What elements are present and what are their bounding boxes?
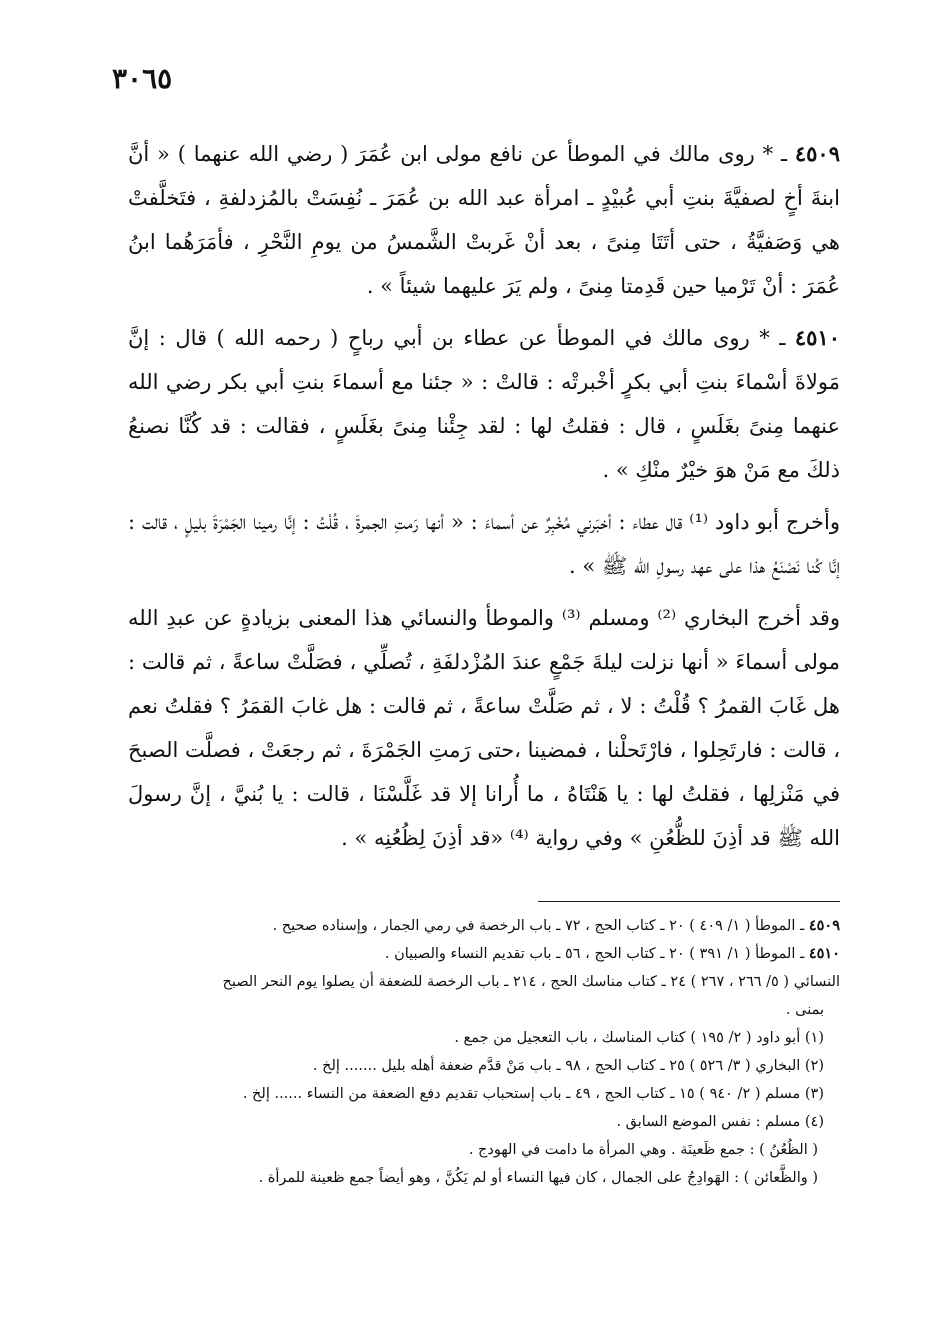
hadith-number: ٤٥١٠ [794, 325, 840, 350]
gloss-zaain [128, 1164, 840, 1192]
footnote-text: النسائي ( ٥/ ٢٦٦ ، ٢٦٧ ) ٢٤ ـ كتاب مناسك الحج ، ٢١٤ ـ باب الرخصة للضعفة أن يصلوا يوم النحر الصبح [222, 974, 840, 990]
paragraph-text: وقد أخرج البخاري ⁽²⁾ ومسلم ⁽³⁾ والموطأ والنسائي هذا المعنى بزيادةٍ عن عبدِ الله مولى أسماءَ « أنها نزلت ليلةَ جَمْعٍ عندَ المُزْدلفَةِ ، تُصلِّي ، فصَلَّتْ ساعةً ، ثم قالت : هل غَابَ القمرُ ؟ قُلْتُ : لا ، ثم صَلَّتْ ساعةً ، ثم قالت : هل غابَ القمَرُ ؟ فقلتُ نعم ، قالت : فارتَحِلوا ، فارْتَحلْنا ، فمضينا ،حتى رَمتِ الجَمْرَةَ ، ثم رجعَتْ ، فصلَّت الصبحَ في مَنْزلِها ، فقلتُ لها : يا هَنْتَاهُ ، ما أُرانا إلا قد غَلَّسْنَا ، قالت : يا بُنيَّ ، إنَّ رسولَ الله ﷺ قد أذِنَ للظُّعُنِ » وفي رواية ⁽⁴⁾ «قد أذِنَ لِظُعُنِه » . [128, 606, 840, 850]
hadith-4510 [128, 316, 840, 492]
footnote-3 [128, 1080, 840, 1108]
abu-dawud-paragraph [128, 500, 840, 588]
footnote-text: (١) أبو داود ( ٢/ ١٩٥ ) كتاب المناسك ، باب التعجيل من جمع . [454, 1030, 824, 1046]
footnote-2 [128, 1052, 840, 1080]
footnote-number: ٤٥١٠ [808, 945, 840, 962]
footnote-text: ـ الموطأ ( ١/ ٤٠٩ ) ٢٠ ـ كتاب الحج ، ٧٢ ـ باب الرخصة في رمي الجمار ، وإسناده صحيح . [272, 918, 809, 934]
footnote-text: (٣) مسلم ( ٢/ ٩٤٠ ) ١٥ ـ كتاب الحج ، ٤٩ ـ باب إستحباب تقديم دفع الضعفة من النساء ...... إلخ . [242, 1086, 824, 1102]
footnote-text: ـ الموطأ ( ١/ ٣٩١ ) ٢٠ ـ كتاب الحج ، ٥٦ ـ باب تقديم النساء والصبيان . [384, 946, 809, 962]
hadith-4509 [128, 132, 840, 308]
hadith-text: ـ * روى مالك في الموطأ عن نافع مولى ابن عُمَرَ ( رضي الله عنهما ) « أنَّ ابنةَ أخٍ لصفيَّةَ بنتِ أبي عُبيْدٍ ـ امرأة عبد الله بن عُمَرَ ـ نُفِسَتْ بالمُزدلفةِ ، فتَخلَّفتْ هي وَصَفيَّةُ ، حتى أتَتَا مِنىً ، بعد أنْ غَربتْ الشَّمسُ من يومِ النَّحْرِ ، فأمَرَهُما ابنُ عُمَرَ : أنْ تَرْميا حين قَدِمتا مِنىً ، ولم يَرَ عليهما شيئاً » . [128, 142, 840, 298]
hadith-number: ٤٥٠٩ [794, 141, 840, 166]
footnote-text: ( الظُعُنُ ) : جمع ظَعينَة . وهي المرأة ما دامت في الهودج . [468, 1142, 818, 1158]
paragraph-text: وأخرج أبو داود ⁽¹⁾ قال عطاء : أخبَرني مُخْبِرٌ عن أسماءَ : « أنها رَمتِ الجمرةَ ، قُلْتُ : إنَّا رمينا الجَمْرَةَ بليلٍ ، قالت : إنَّا كُنا نَصْنَعُ هذا على عهد رسولِ الله ﷺ » . [128, 510, 840, 578]
footnote-divider [538, 901, 840, 902]
footnote-4510 [128, 940, 840, 968]
footnote-text: بمنى . [785, 1002, 824, 1018]
footnote-4 [128, 1108, 840, 1136]
hadith-text: ـ * روى مالك في الموطأ عن عطاء بن أبي رباحٍ ( رحمه الله ) قال : إنَّ مَولاةَ أسْماءَ بنتِ أبي بكرٍ أخْبرتْه : قالتْ : « جئنا مع أسماءَ بنتِ أبي بكر رضي الله عنهما مِنىً بغَلَسٍ ، قال : فقلتُ لها : لقد جِئْنا مِنىً بغَلَسٍ ، فقالت : قد كُنَّا نصنعُ ذلكَ مع مَنْ هوَ خيْرٌ منْكِ » . [128, 326, 840, 482]
main-text [128, 132, 840, 868]
footnote-text: (٢) البخاري ( ٣/ ٥٢٦ ) ٢٥ ـ كتاب الحج ، ٩٨ ـ باب مَنْ قدَّم ضعفة أهله بليل ....... إلخ . [312, 1058, 824, 1074]
footnote-number: ٤٥٠٩ [808, 917, 840, 934]
footnote-4509 [128, 912, 840, 940]
footnote-text: ( والظَّعائن ) : الهَوادِجُ على الجمال ، كان فيها النساء أو لم يَكُنَّ ، وهو أيضاً جمع ظعينة للمرأة . [258, 1170, 818, 1186]
footnote-nasai-cont [128, 996, 840, 1024]
footnotes [128, 912, 840, 1192]
footnote-nasai [128, 968, 840, 996]
footnote-text: (٤) مسلم : نفس الموضع السابق . [616, 1114, 824, 1130]
bukhari-muslim-paragraph [128, 596, 840, 860]
page-number: ٣٠٦٥ [112, 62, 173, 95]
footnote-1 [128, 1024, 840, 1052]
gloss-zuun [128, 1136, 840, 1164]
